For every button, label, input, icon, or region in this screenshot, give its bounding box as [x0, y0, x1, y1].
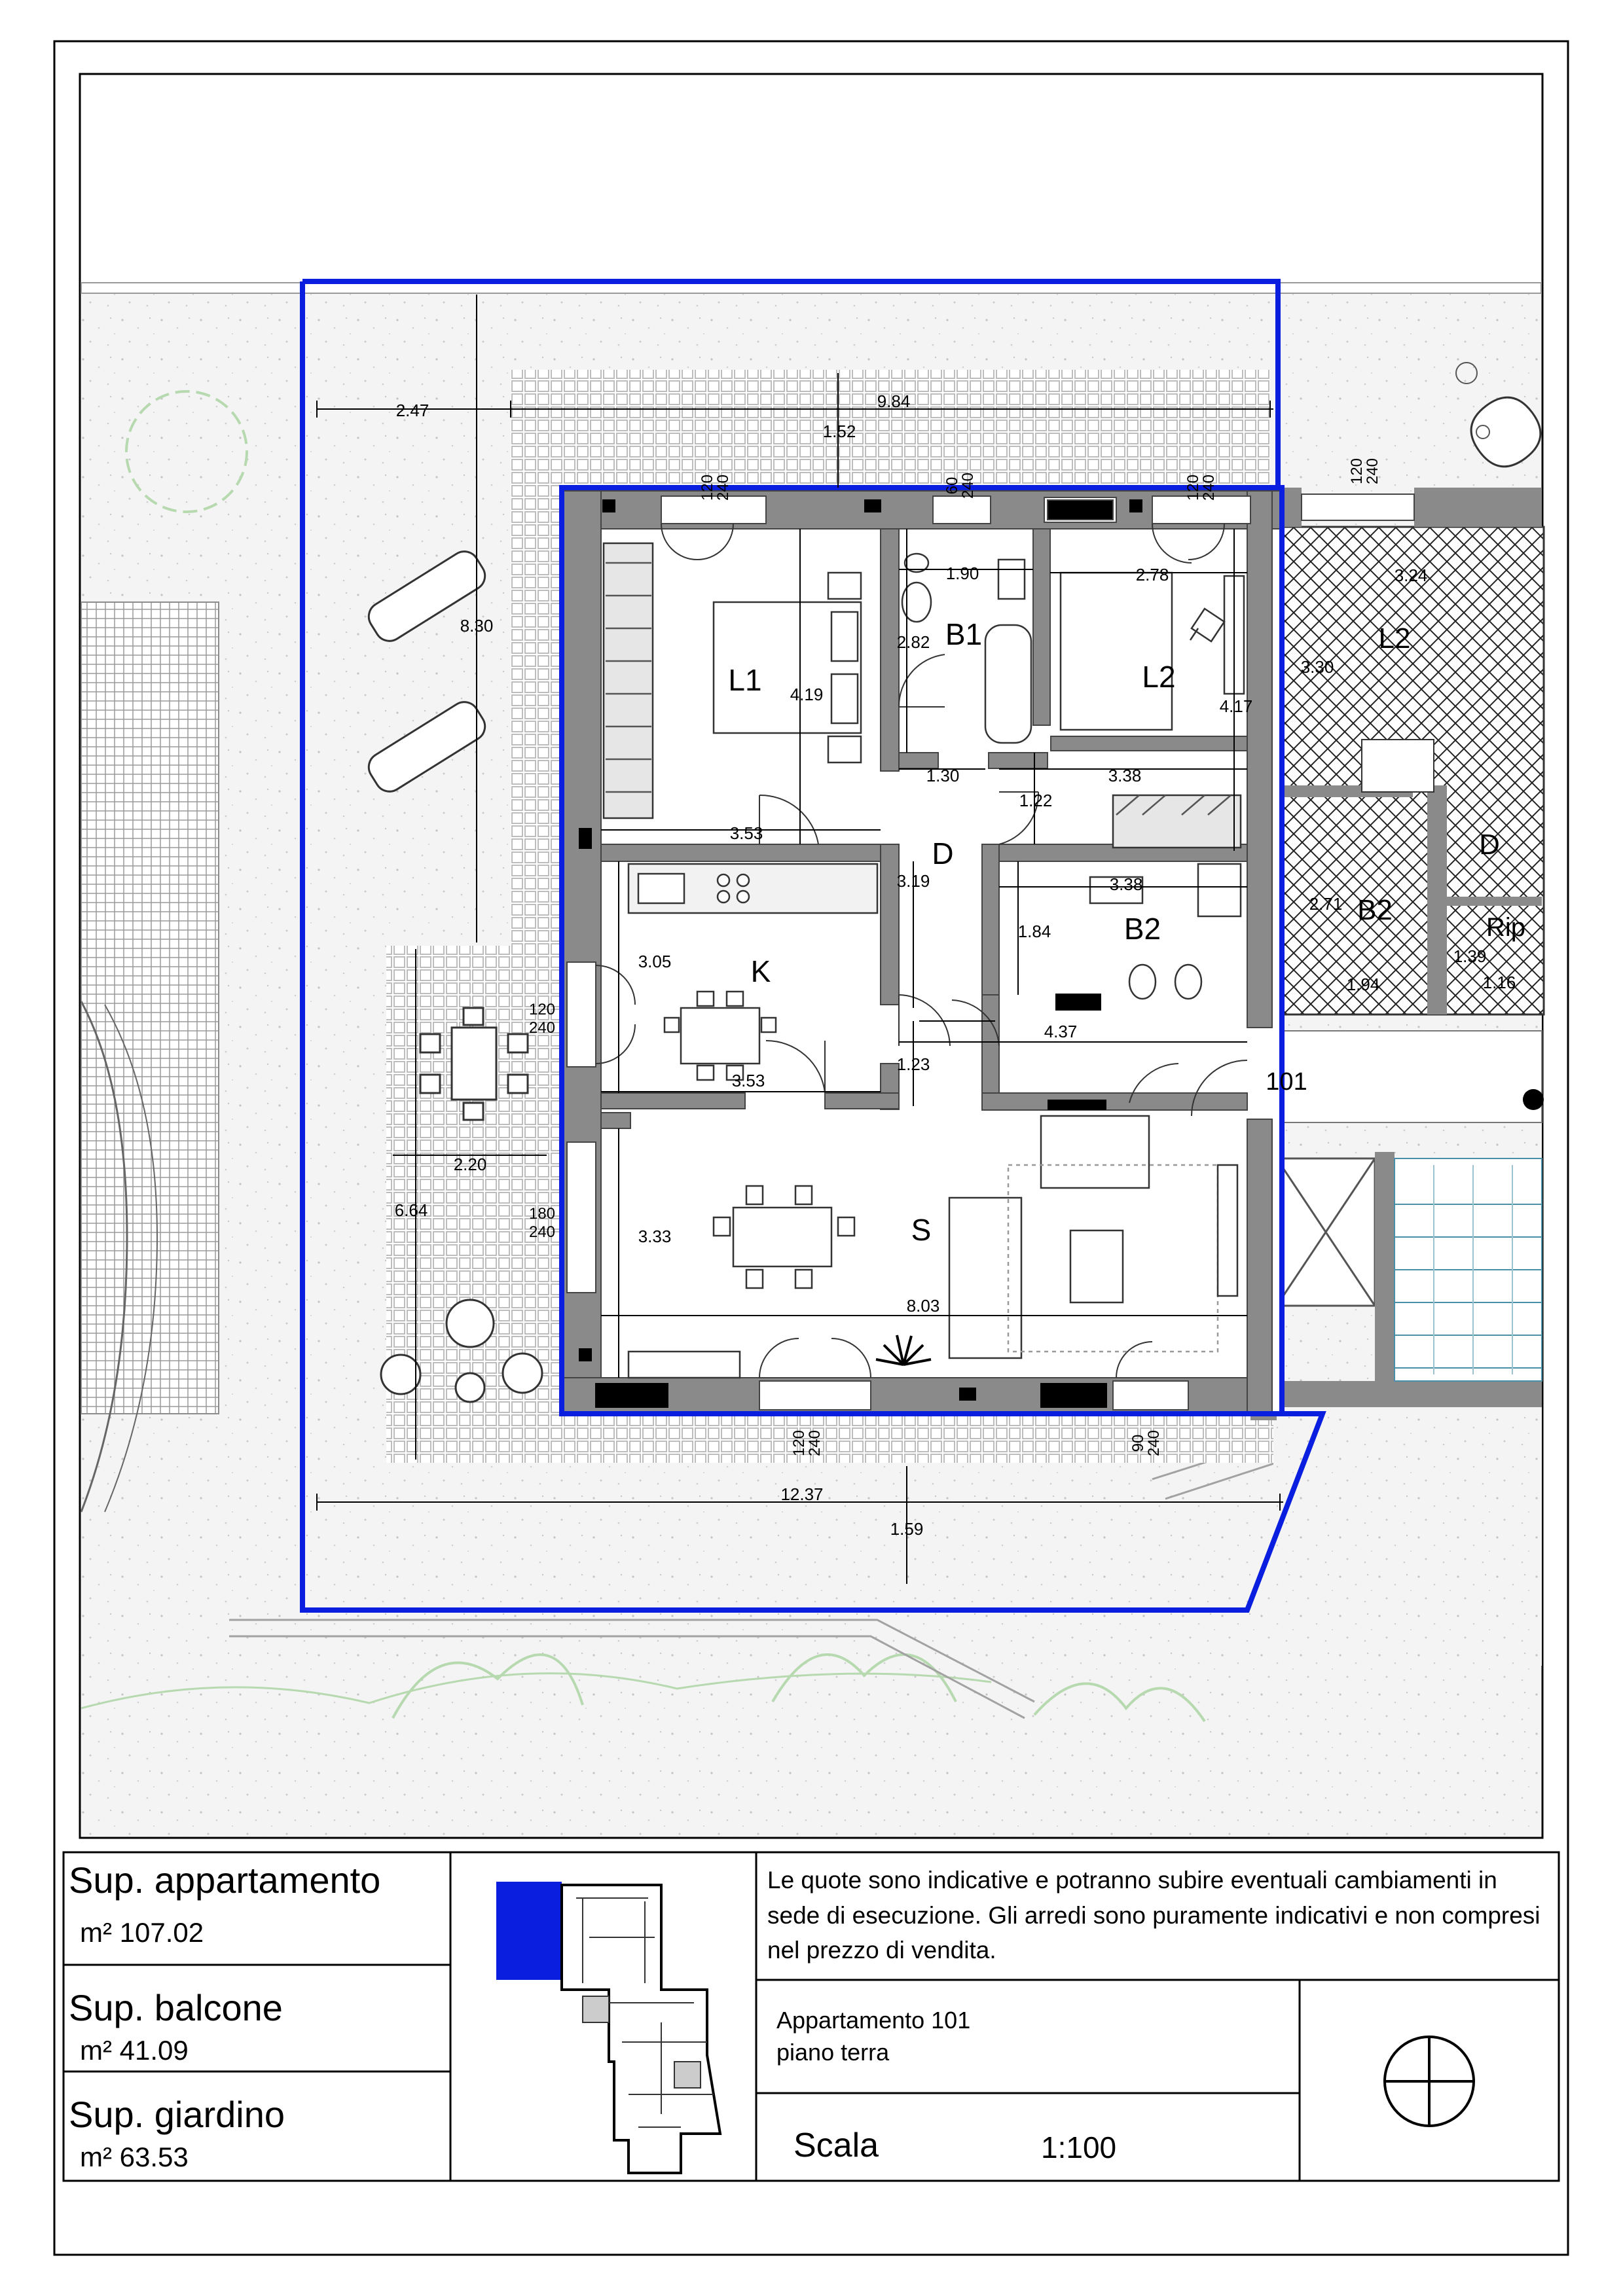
neighbor-dim: 1.94: [1346, 975, 1380, 994]
window-tag: 240: [1200, 474, 1218, 501]
dim-k-h: 3.05: [638, 952, 672, 971]
sup-giardino-value: m² 63.53: [80, 2142, 189, 2172]
neighbor-dim: 1.39: [1453, 946, 1487, 966]
dim-outer-7: 2.20: [453, 1155, 487, 1174]
room-label-d: D: [932, 836, 954, 870]
apartment-floor-level: piano terra: [776, 2039, 890, 2066]
neighbor-dim: 1.16: [1482, 973, 1516, 992]
window-tag: 240: [959, 472, 977, 499]
dim-b2-w: 3.38: [1109, 874, 1143, 894]
window-tag: 120: [699, 474, 716, 501]
neighbor-dim: 2.71: [1309, 894, 1343, 914]
room-label-b2: B2: [1123, 912, 1161, 946]
room-label-b1: B1: [945, 617, 983, 651]
room-label-s: S: [911, 1213, 932, 1247]
terrace-north: [511, 370, 1270, 488]
window-tag: 240: [1145, 1429, 1163, 1457]
dim-outer-8: 6.64: [394, 1200, 428, 1220]
window-tag: 120: [790, 1429, 808, 1457]
dim-outer-2: 9.84: [877, 391, 911, 411]
dim-outer-5: 12.37: [780, 1484, 824, 1504]
window-tag: 240: [1364, 457, 1381, 485]
window-tag: 60: [943, 476, 961, 495]
neighbor-room-rip: Rip: [1486, 913, 1526, 942]
window-tag: 180: [528, 1205, 556, 1223]
dim-outer-3: 1.52: [822, 422, 856, 441]
sup-giardino-label: Sup. giardino: [69, 2094, 285, 2135]
neighbor-dim: 3.30: [1300, 657, 1334, 677]
key-plan: [496, 1882, 720, 2173]
dim-s-w: 8.03: [906, 1296, 940, 1316]
room-label-l2: L2: [1142, 660, 1176, 694]
dim-k-w: 3.53: [731, 1071, 765, 1090]
disclaimer-note: Le quote sono indicative e potranno subire eventuali cambiamenti in sede di esecuzione. Gli arredi sono puramente indicativi e non compresi nel prezzo di vendita.: [767, 1867, 1541, 1964]
dim-outer-6: 1.59: [890, 1519, 924, 1539]
window-tag: 120: [1184, 474, 1202, 501]
window-tag: 120: [1348, 457, 1366, 485]
dim-b1-h: 2.82: [896, 632, 930, 652]
window-tag: 90: [1129, 1434, 1147, 1452]
dim-outer-1: 2.47: [395, 401, 429, 420]
dim-pass-h: 1.23: [896, 1054, 930, 1074]
grating-area: [81, 602, 219, 1414]
neighbor-room-d: D: [1479, 829, 1500, 861]
dim-l1-w: 3.53: [729, 823, 763, 843]
sup-appartamento-label: Sup. appartamento: [69, 1859, 381, 1901]
dim-b2-h: 1.84: [1017, 922, 1051, 941]
room-label-k: K: [750, 954, 771, 988]
dim-s-h: 3.33: [638, 1227, 672, 1246]
sup-balcone-label: Sup. balcone: [69, 1987, 283, 2028]
apartment-name: Appartamento 101: [776, 2007, 971, 2034]
dim-corr-w: 3.38: [1108, 766, 1142, 785]
dim-l1-h: 4.19: [790, 685, 824, 704]
dim-l2-w: 2.78: [1135, 565, 1169, 584]
window-tag: 240: [528, 1019, 556, 1037]
dim-d-w2: 1.22: [1019, 791, 1053, 810]
dim-b1-w: 1.90: [945, 564, 979, 583]
dim-l2-h: 4.17: [1219, 696, 1253, 716]
neighbor-room-l2: L2: [1378, 622, 1411, 655]
window-tag: 120: [528, 1001, 556, 1018]
room-label-l1: L1: [728, 663, 762, 697]
window-tag: 240: [714, 474, 732, 501]
window-tag: 240: [528, 1223, 556, 1241]
neighbor-dim: 3.24: [1394, 565, 1428, 585]
unit-number: 101: [1266, 1068, 1307, 1096]
scale-value: 1:100: [1041, 2130, 1117, 2164]
dim-d-w: 1.30: [926, 766, 960, 785]
scale-label: Scala: [793, 2126, 879, 2164]
sup-balcone-value: m² 41.09: [80, 2035, 189, 2066]
window-tag: 240: [806, 1429, 824, 1457]
plan-drawing: [81, 281, 1544, 1837]
dim-outer-4: 8.30: [460, 616, 494, 636]
north-arrow-icon: [1385, 2037, 1474, 2126]
neighbor-room-b2: B2: [1357, 894, 1393, 926]
dim-d-h: 3.19: [896, 871, 930, 891]
sup-appartamento-value: m² 107.02: [80, 1917, 204, 1948]
dim-pass-w: 4.37: [1044, 1022, 1078, 1041]
